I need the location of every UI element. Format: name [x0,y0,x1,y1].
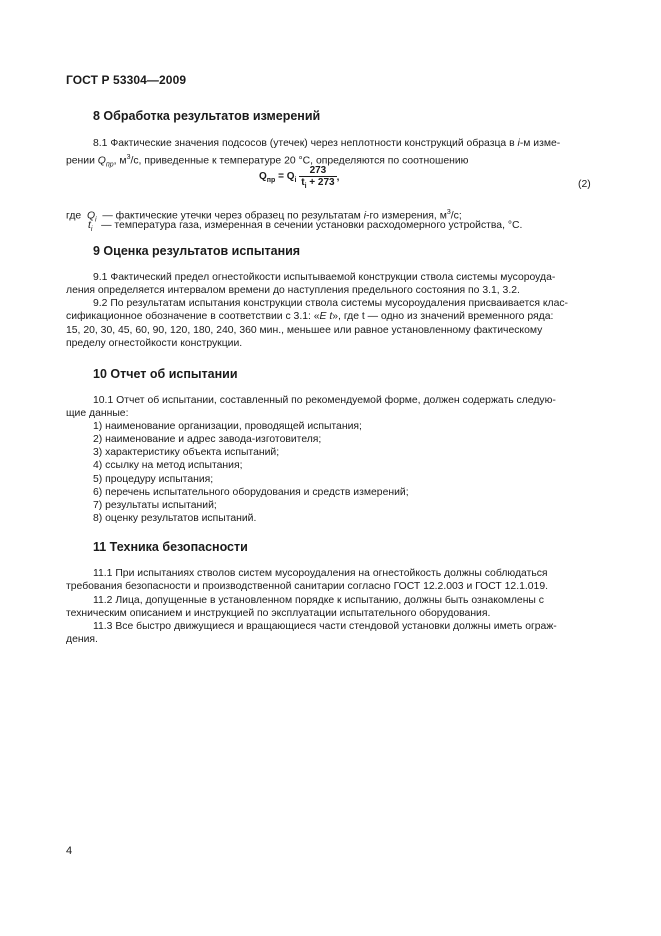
where-t-line: $t_i$ — температура газа, измеренная в сечении установки расходомерного устройства, °С. [88,220,523,234]
section-8-title: 8 Обработка результатов измерений [93,109,321,123]
list-item: 2) наименование и адрес завода-изготовителя; [93,434,322,445]
list-item: 1) наименование организации, проводящей испытания; [93,421,362,432]
s11-line6: дения. [66,634,98,645]
section-11-title: 11 Техника безопасности [93,540,248,554]
s9-line6: пределу огнестойкости конструкции. [66,338,243,349]
s11-line4: техническим описанием и инструкцией по эксплуатации испытательного оборудования. [66,608,491,619]
list-item: 5) процедуру испытания; [93,474,214,485]
s10-line1: 10.1 Отчет об испытании, составленный по рекомендуемой форме, должен содержать следую- [93,395,556,406]
list-item: 3) характеристику объекта испытаний; [93,447,280,458]
s11-line2: требования безопасности и производственной санитарии согласно ГОСТ 12.2.003 и ГОСТ 12.1.019. [66,581,548,592]
list-item: 8) оценку результатов испытаний. [93,513,257,524]
s8-p1-line1: 8.1 Фактические значения подсосов (утечек) через неплотности конструкций образца в i-м изме- [93,138,561,149]
s10-line2: щие данные: [66,408,129,419]
s11-line1: 11.1 При испытаниях стволов систем мусороудаления на огнестойкость должны соблюдаться [93,568,548,579]
standard-header: ГОСТ Р 53304—2009 [66,73,187,87]
list-item: 6) перечень испытательного оборудования и средств измерений; [93,487,409,498]
s9-line4: сификационное обозначение в соответствии с 3.1: «Е t», где t — одно из значений временного ряда: [66,311,554,322]
list-item: 7) результаты испытаний; [93,500,217,511]
s8-p1-line2: рении $Q_{пр}$, $м^3/с$, приведенные к температуре 20 °С, определяются по соотношению [66,154,469,169]
s11-line5: 11.3 Все быстро движущиеся и вращающиеся части стендовой установки должны иметь ограж- [93,621,557,632]
section-10-title: 10 Отчет об испытании [93,367,238,381]
s9-line5: 15, 20, 30, 45, 60, 90, 120, 180, 240, 360 мин., меньшее или равное установленному фактическому [66,325,543,336]
s9-line3: 9.2 По результатам испытания конструкции ствола системы мусороудаления присваивается клас- [93,298,568,309]
section-9-title: 9 Оценка результатов испытания [93,244,301,258]
list-item: 4) ссылку на метод испытания; [93,460,243,471]
s11-line3: 11.2 Лица, допущенные в установленном порядке к испытанию, должны быть ознакомлены с [93,595,544,606]
page-number: 4 [66,845,73,857]
s9-line2: ления определяется интервалом времени до наступления предельного состояния по 3.1, 3.2. [66,285,520,296]
formula-number: (2) [578,179,591,190]
where-q-line: где $Q_i$ — фактические утечки через образец по результатам i-го измерения, $м^3/с$; [66,209,462,224]
s9-line1: 9.1 Фактический предел огнестойкости испытываемой конструкции ствола системы мусороуда- [93,272,556,283]
formula-2: $Q_{пр} = Q_i$ $\frac{273}{t_i + 273}$ , [259,165,340,190]
